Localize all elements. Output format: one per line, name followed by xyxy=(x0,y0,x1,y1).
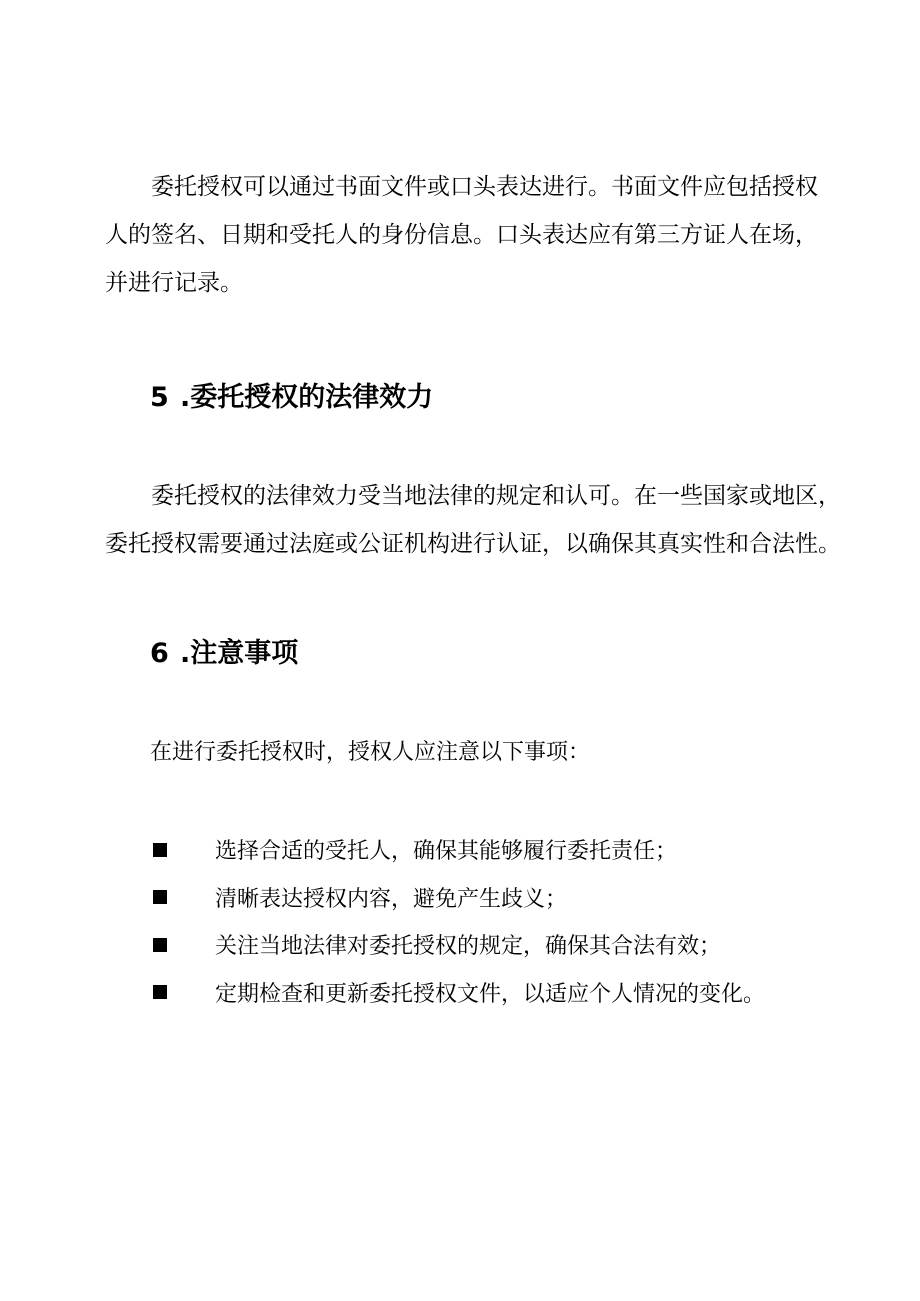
legal-effect-paragraph xyxy=(105,472,841,568)
paragraph-line: 委托授权需要通过法庭或公证机构进行认证，以确保其真实性和合法性。 xyxy=(105,531,841,557)
section-title: .注意事项 xyxy=(180,638,299,669)
section-number: 5 xyxy=(150,382,169,413)
square-bullet-icon xyxy=(153,938,167,952)
notes-intro: 在进行委托授权时，授权人应注意以下事项： xyxy=(150,740,591,765)
list-item xyxy=(150,921,765,969)
section-number: 6 xyxy=(150,638,169,669)
section-title: .委托授权的法律效力 xyxy=(180,382,434,413)
list-item xyxy=(150,969,765,1017)
section-heading-legal-effect xyxy=(150,380,433,416)
list-item xyxy=(150,826,765,874)
list-item xyxy=(150,874,765,922)
list-item-text: 定期检查和更新委托授权文件，以适应个人情况的变化。 xyxy=(215,981,766,1007)
paragraph-line: 委托授权可以通过书面文件或口头表达进行。书面文件应包括授权 xyxy=(151,174,818,200)
list-item-text: 清晰表达授权内容，避免产生歧义； xyxy=(215,886,568,912)
square-bullet-icon xyxy=(153,985,167,999)
list-item-text: 选择合适的受托人，确保其能够履行委托责任； xyxy=(215,839,678,865)
paragraph-line: 人的签名、日期和受托人的身份信息。口头表达应有第三方证人在场， xyxy=(105,222,818,248)
section-heading-notes xyxy=(150,636,298,672)
list-item-text: 关注当地法律对委托授权的规定，确保其合法有效； xyxy=(215,934,722,960)
paragraph-line: 并进行记录。 xyxy=(105,270,243,296)
paragraph-line: 委托授权的法律效力受当地法律的规定和认可。在一些国家或地区， xyxy=(151,483,841,509)
notes-list xyxy=(150,826,765,1016)
square-bullet-icon xyxy=(153,843,167,857)
square-bullet-icon xyxy=(153,890,167,904)
authorization-methods-paragraph xyxy=(105,163,825,307)
